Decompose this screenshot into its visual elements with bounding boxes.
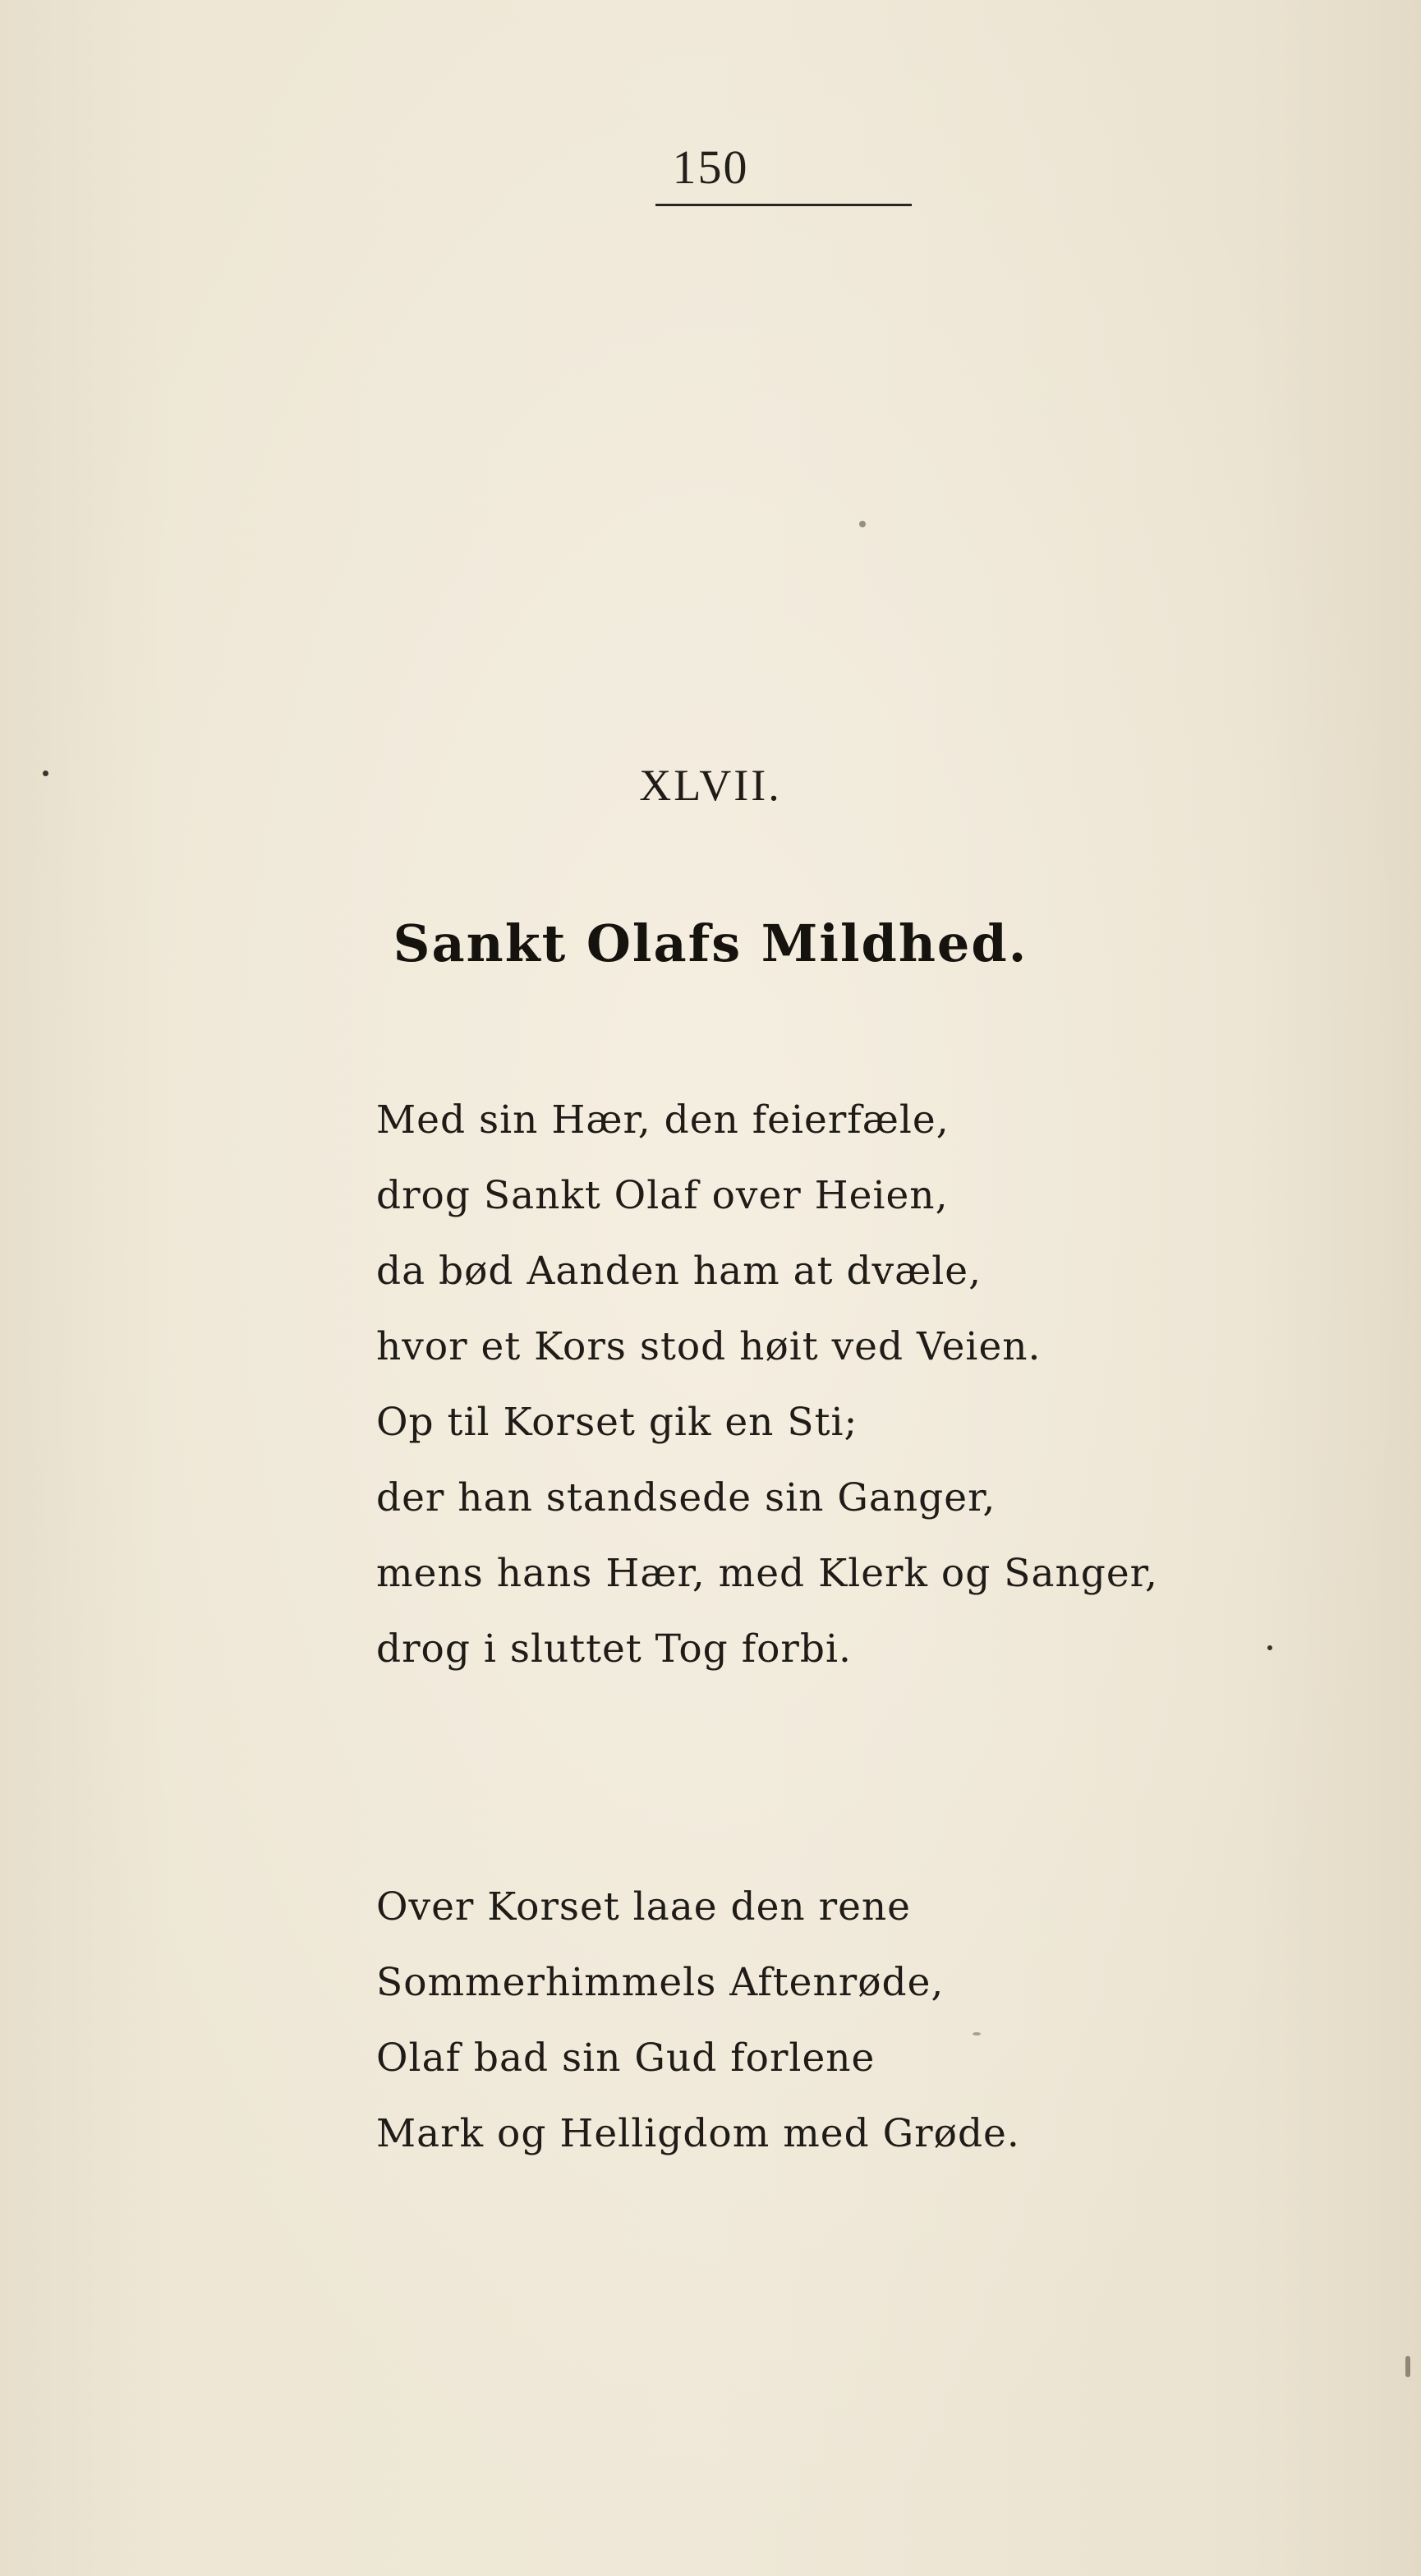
verse-line: hvor et Kors stod høit ved Veien.	[376, 1324, 1042, 1369]
stanza-2	[376, 1870, 1020, 2172]
verse-line: da bød Aanden ham at dvæle,	[376, 1249, 982, 1294]
verse-line: drog i sluttet Tog forbi.	[376, 1626, 852, 1672]
verse-line: drog Sankt Olaf over Heien,	[376, 1173, 949, 1218]
verse-line: mens hans Hær, med Klerk og Sanger,	[376, 1551, 1158, 1596]
paper-speck	[1267, 1645, 1272, 1650]
page-number: 150	[672, 140, 749, 194]
paper-speck	[1405, 2356, 1410, 2377]
stanza-1	[376, 1083, 1158, 1687]
header-rule	[655, 204, 912, 206]
verse-line: Over Korset laae den rene	[376, 1884, 911, 1930]
poem-title: Sankt Olafs Mildhed.	[393, 913, 1028, 973]
verse-line: Sommerhimmels Aftenrøde,	[376, 1960, 945, 2005]
verse-line: Med sin Hær, den feierfæle,	[376, 1097, 950, 1143]
verse-line: der han standsede sin Ganger,	[376, 1475, 996, 1520]
paper-speck	[859, 521, 866, 527]
chapter-number: XLVII.	[639, 761, 782, 810]
verse-line: Op til Korset gik en Sti;	[376, 1400, 858, 1445]
paper-speck	[973, 2032, 981, 2036]
verse-line: Olaf bad sin Gud forlene	[376, 2036, 876, 2081]
paper-speck	[43, 770, 48, 776]
verse-line: Mark og Helligdom med Grøde.	[376, 2111, 1020, 2156]
